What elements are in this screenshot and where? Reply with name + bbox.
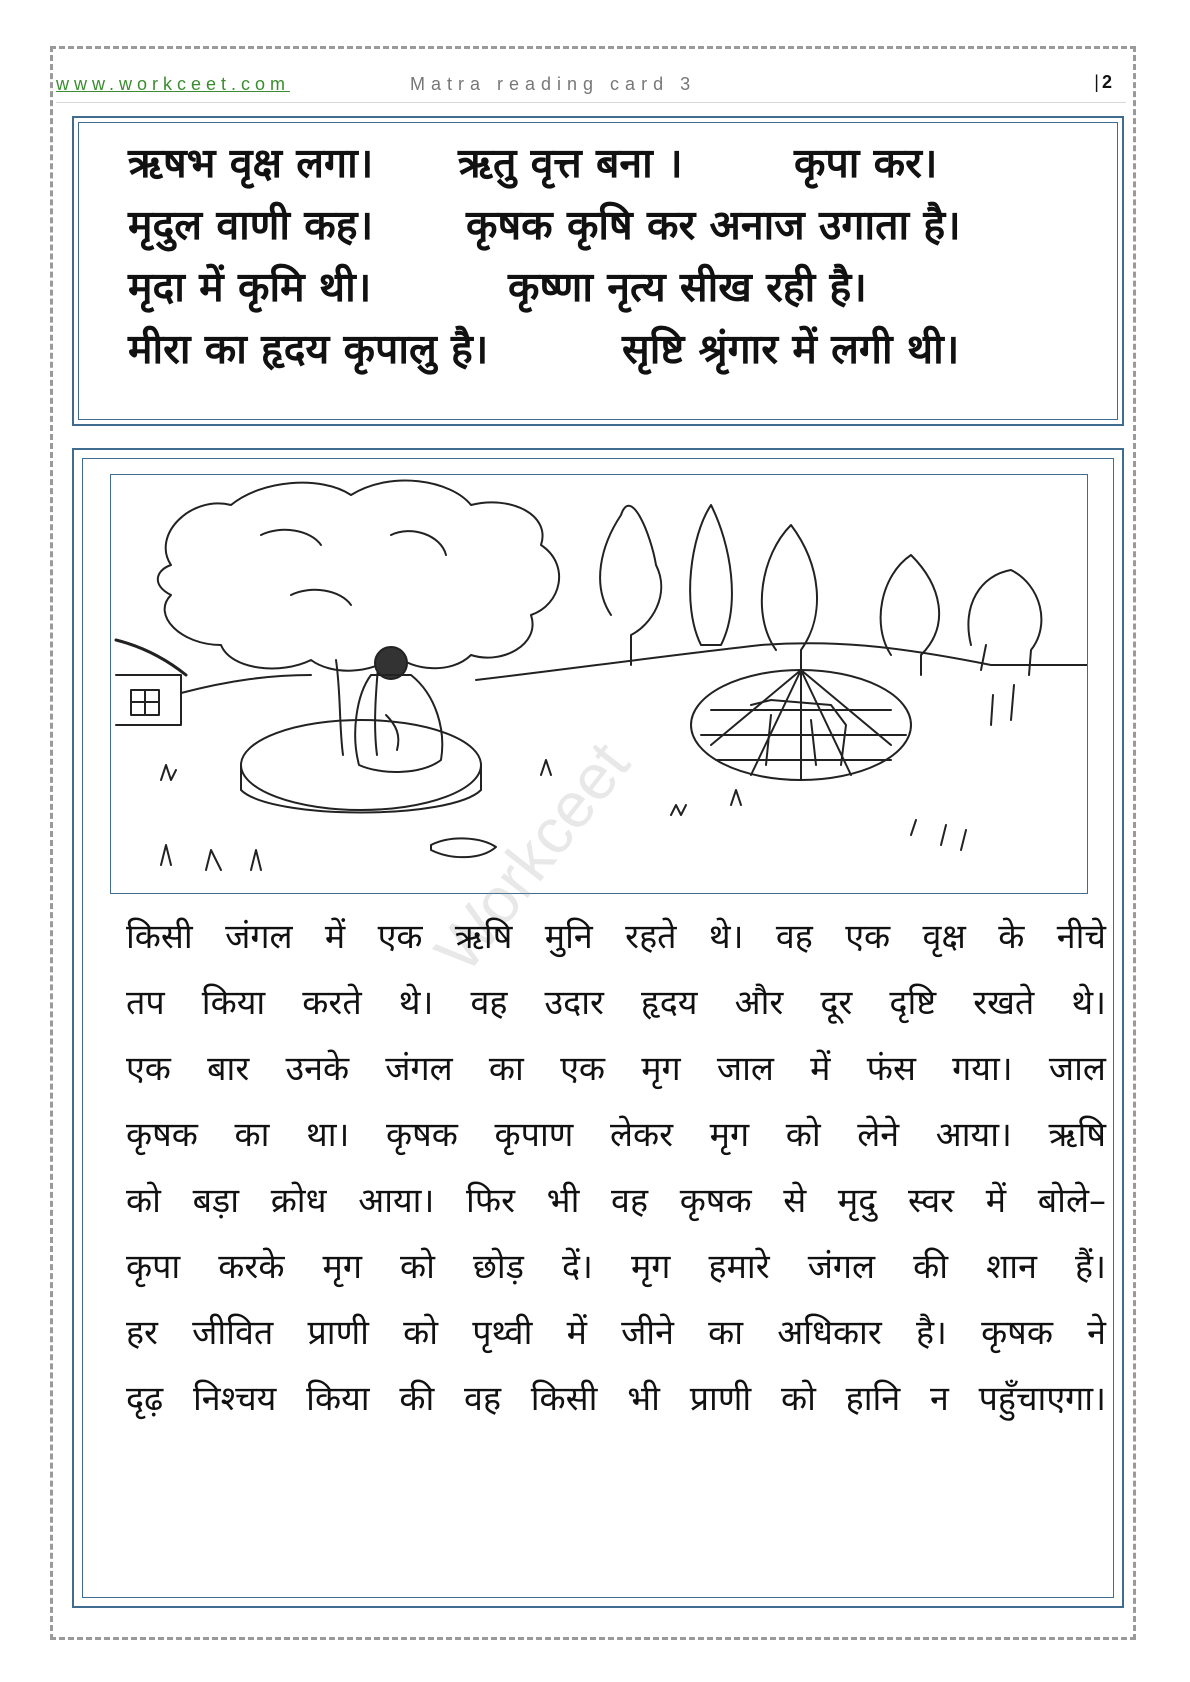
story-line: किसी जंगल में एक ऋषि मुनि रहते थे। वह एक वृक्ष के नीचे <box>126 917 1106 957</box>
story-line: एक बार उनके जंगल का एक मृग जाल में फंस गया। जाल <box>126 1049 1106 1089</box>
tree-canopy <box>158 481 559 671</box>
sentence: मृदा में कृमि थी। <box>128 263 372 311</box>
sentence: ऋषभ वृक्ष लगा। <box>128 139 374 187</box>
sentence: मीरा का हृदय कृपालु है। <box>128 325 489 373</box>
sentence: कृषक कृषि कर अनाज उगाता है। <box>466 201 961 249</box>
story-line: तप किया करते थे। वह उदार हृदय और दूर दृष्टि रखते थे। <box>126 983 1106 1023</box>
background-tree <box>762 525 817 670</box>
sentence: मृदुल वाणी कह। <box>128 201 374 249</box>
story-line: कृपा करके मृग को छोड़ दें। मृग हमारे जंगल की शान हैं। <box>126 1247 1106 1287</box>
story-line: हर जीवित प्राणी को पृथ्वी में जीने का अधिकार है। कृषक ने <box>126 1313 1106 1353</box>
page-header <box>56 74 1126 103</box>
sentence: कृष्णा नृत्य सीख रही है। <box>508 263 867 311</box>
story-line: दृढ़ निश्चय किया की वह किसी भी प्राणी को हानि न पहुँचाएगा। <box>126 1379 1106 1419</box>
card-title: Matra reading card 3 <box>410 74 697 94</box>
background-tree <box>690 505 732 645</box>
page-number: | 2 <box>1094 72 1112 92</box>
page-number-value: 2 <box>1101 72 1112 92</box>
story-line: को बड़ा क्रोध आया। फिर भी वह कृषक से मृदु स्वर में बोले– <box>126 1181 1106 1221</box>
background-tree <box>881 555 940 675</box>
story-line: कृषक का था। कृषक कृपाण लेकर मृग को लेने आया। ऋषि <box>126 1115 1106 1155</box>
sentence: कृपा कर। <box>794 139 938 187</box>
sage-body <box>355 675 442 772</box>
site-link[interactable]: www.workceet.com <box>56 74 291 94</box>
background-tree <box>600 506 661 665</box>
watermark: Workceet <box>420 728 644 985</box>
sentence: सृष्टि श्रृंगार में लगी थी। <box>622 325 960 373</box>
sentence: ऋतु वृत्त बना । <box>458 139 683 187</box>
sentence-box <box>72 116 1124 426</box>
background-tree <box>968 570 1041 675</box>
hut <box>116 675 181 725</box>
